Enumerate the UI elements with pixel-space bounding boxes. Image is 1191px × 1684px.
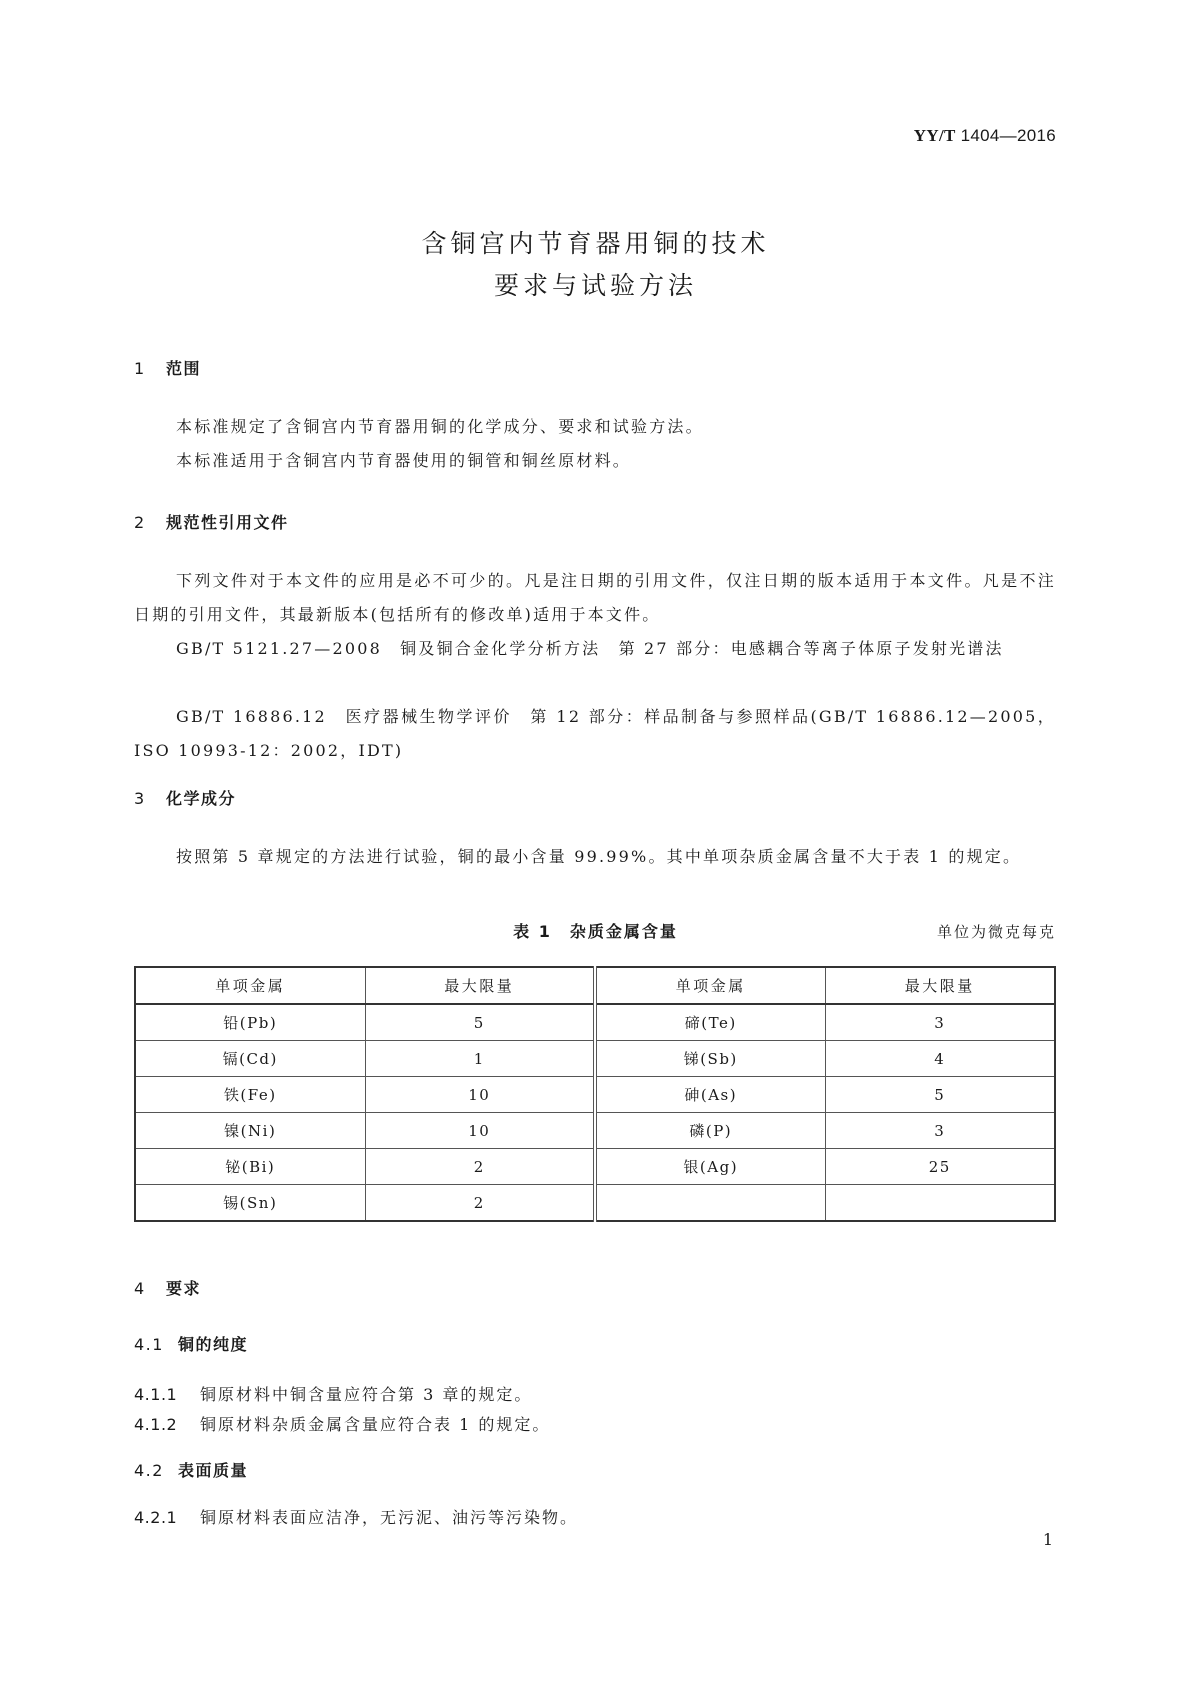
table-row xyxy=(135,1041,1055,1077)
clause-number: 4.1.2 xyxy=(134,1415,178,1434)
metal-cell: 镍(Ni) xyxy=(135,1113,365,1149)
section-1-para-1: 本标准规定了含铜宫内节育器用铜的化学成分、要求和试验方法。 xyxy=(176,417,704,436)
normative-reference-1: GB/T 5121.27—2008 铜及铜合金化学分析方法 第 27 部分：电感耦合等离子体原子发射光谱法 xyxy=(176,639,1004,658)
subsection-number: 4.2 xyxy=(134,1461,164,1480)
section-title: 规范性引用文件 xyxy=(166,513,289,532)
section-title: 化学成分 xyxy=(166,789,237,808)
clause-text: 铜原材料杂质金属含量应符合表 1 的规定。 xyxy=(200,1415,551,1434)
metal-cell: 铋(Bi) xyxy=(135,1149,365,1185)
clause-number: 4.1.1 xyxy=(134,1385,178,1404)
metal-cell: 砷(As) xyxy=(595,1077,825,1113)
section-title: 范围 xyxy=(166,359,202,378)
limit-cell: 3 xyxy=(825,1004,1055,1041)
metal-cell xyxy=(595,1185,825,1222)
section-number: 2 xyxy=(134,513,146,532)
section-4-heading xyxy=(134,1276,201,1299)
standard-number: 1404—2016 xyxy=(960,126,1056,145)
column-header: 最大限量 xyxy=(825,967,1055,1004)
table-row xyxy=(135,1185,1055,1222)
limit-cell: 5 xyxy=(365,1004,595,1041)
column-header: 单项金属 xyxy=(595,967,825,1004)
subsection-title: 铜的纯度 xyxy=(178,1335,249,1354)
page-number: 1 xyxy=(1042,1530,1053,1549)
limit-cell: 10 xyxy=(365,1077,595,1113)
subsection-title: 表面质量 xyxy=(178,1461,249,1480)
table-unit: 单位为微克每克 xyxy=(936,923,1056,941)
subsection-4-2-heading xyxy=(134,1458,248,1481)
section-2-heading xyxy=(134,510,289,533)
limit-cell: 4 xyxy=(825,1041,1055,1077)
section-number: 3 xyxy=(134,789,146,808)
clause-number: 4.2.1 xyxy=(134,1508,178,1527)
limit-cell: 5 xyxy=(825,1077,1055,1113)
metal-cell: 银(Ag) xyxy=(595,1149,825,1185)
limit-cell: 25 xyxy=(825,1149,1055,1185)
limit-cell: 3 xyxy=(825,1113,1055,1149)
metal-cell: 铁(Fe) xyxy=(135,1077,365,1113)
section-title: 要求 xyxy=(166,1279,202,1298)
section-3-heading xyxy=(134,786,236,809)
section-3-para-1: 按照第 5 章规定的方法进行试验，铜的最小含量 99.99%。其中单项杂质金属含量不大于表 1 的规定。 xyxy=(176,847,1022,866)
limit-cell xyxy=(825,1185,1055,1222)
metal-cell: 碲(Te) xyxy=(595,1004,825,1041)
metal-cell: 铅(Pb) xyxy=(135,1004,365,1041)
table-header-row xyxy=(135,967,1055,1004)
document-title-line2: 要求与试验方法 xyxy=(493,271,697,300)
standard-code xyxy=(914,126,1056,146)
table-row xyxy=(135,1149,1055,1185)
metal-cell: 锑(Sb) xyxy=(595,1041,825,1077)
limit-cell: 10 xyxy=(365,1113,595,1149)
normative-reference-2: GB/T 16886.12 医疗器械生物学评价 第 12 部分：样品制备与参照样品(GB/T 16886.12—2005，ISO 10993-12：2002，IDT) xyxy=(134,707,1056,760)
subsection-4-1-heading xyxy=(134,1332,248,1355)
table-row xyxy=(135,1077,1055,1113)
table-caption: 表 1 杂质金属含量 xyxy=(513,922,678,941)
section-number: 4 xyxy=(134,1279,146,1298)
column-header: 单项金属 xyxy=(135,967,365,1004)
impurity-metals-table xyxy=(134,966,1056,1222)
metal-cell: 锡(Sn) xyxy=(135,1185,365,1222)
clause-text: 铜原材料中铜含量应符合第 3 章的规定。 xyxy=(200,1385,533,1404)
metal-cell: 磷(P) xyxy=(595,1113,825,1149)
table-row xyxy=(135,1113,1055,1149)
subsection-number: 4.1 xyxy=(134,1335,164,1354)
standard-prefix: YY/T xyxy=(913,126,956,145)
table-row xyxy=(135,1004,1055,1041)
section-1-heading xyxy=(134,356,201,379)
limit-cell: 2 xyxy=(365,1185,595,1222)
clause-4-1-1 xyxy=(134,1382,532,1405)
clause-4-1-2 xyxy=(134,1412,550,1435)
section-2-para-1: 下列文件对于本文件的应用是必不可少的。凡是注日期的引用文件，仅注日期的版本适用于本文件。凡是不注日期的引用文件，其最新版本(包括所有的修改单)适用于本文件。 xyxy=(134,571,1056,624)
document-title-line1: 含铜宫内节育器用铜的技术 xyxy=(421,229,770,258)
limit-cell: 1 xyxy=(365,1041,595,1077)
clause-text: 铜原材料表面应洁净，无污泥、油污等污染物。 xyxy=(200,1508,579,1527)
section-number: 1 xyxy=(134,359,146,378)
limit-cell: 2 xyxy=(365,1149,595,1185)
metal-cell: 镉(Cd) xyxy=(135,1041,365,1077)
section-1-para-2: 本标准适用于含铜宫内节育器使用的铜管和铜丝原材料。 xyxy=(176,451,632,470)
clause-4-2-1 xyxy=(134,1505,578,1528)
column-header: 最大限量 xyxy=(365,967,595,1004)
